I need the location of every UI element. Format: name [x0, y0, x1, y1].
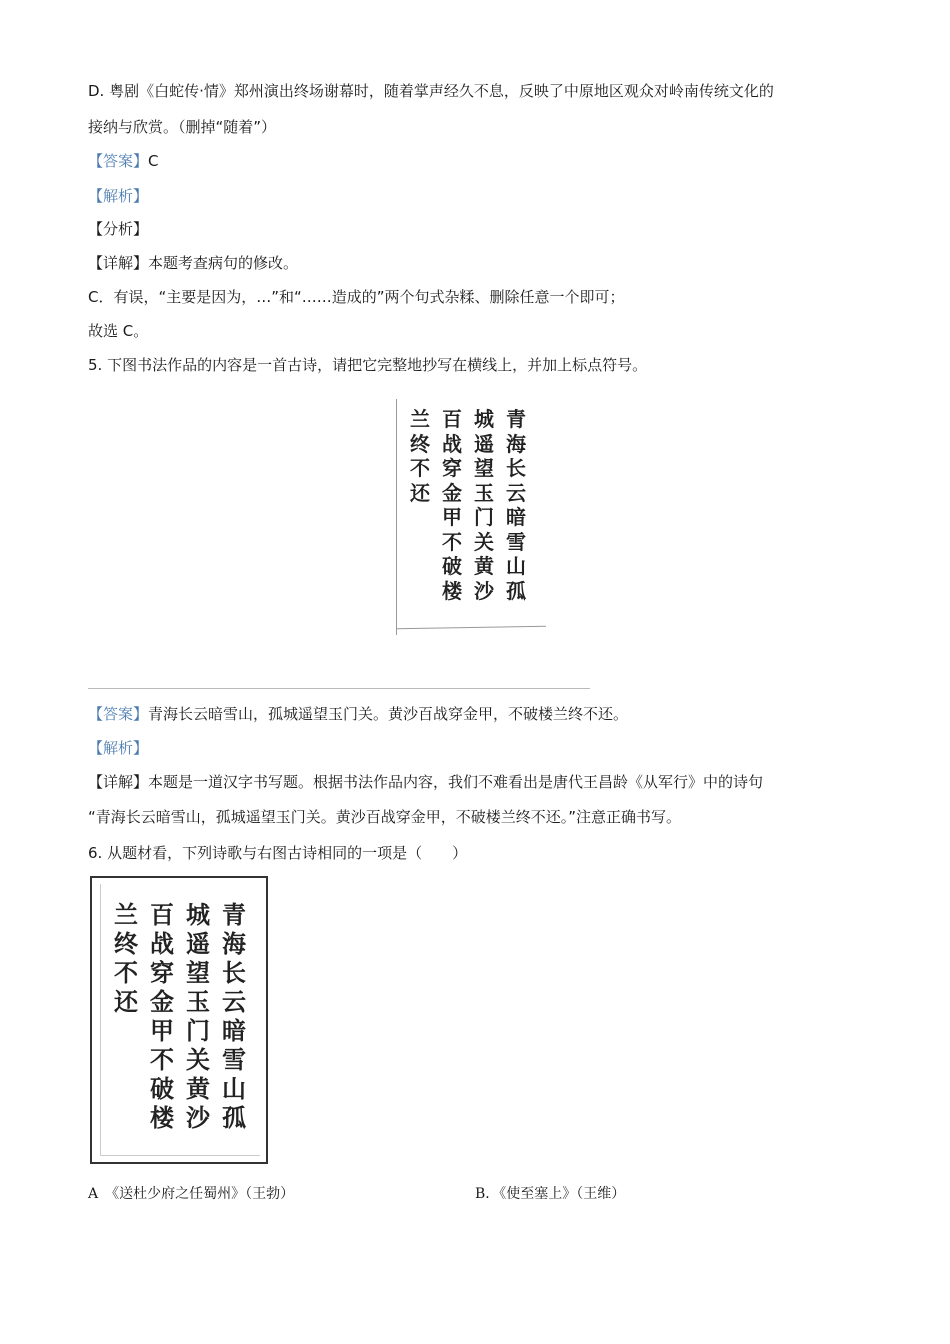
calligraphy-char: 破 — [442, 554, 462, 578]
calligraphy-char: 不 — [442, 529, 462, 554]
answer-value: C — [148, 152, 159, 170]
calligraphy-char: 山 — [506, 554, 526, 578]
answer-text: 青海长云暗雪山，孤城遥望玉门关。黄沙百战穿金甲，不破楼兰终不还。 — [148, 705, 629, 723]
answer-tag: 【答案】 — [88, 152, 149, 170]
calligraphy-char: 终 — [410, 431, 430, 456]
q6-option-b: B．《使至塞上》（王维） — [475, 1186, 626, 1202]
calligraphy-char: 沙 — [186, 1103, 210, 1132]
answer-blank-line — [88, 688, 590, 689]
calligraphy-char: 青 — [506, 407, 526, 431]
q5-col-1 — [506, 407, 526, 603]
calligraphy-char: 望 — [474, 456, 494, 480]
calligraphy-char: 长 — [222, 958, 246, 987]
calligraphy-char: 城 — [474, 407, 494, 431]
q4-conclusion: 故选 C。 — [88, 322, 149, 340]
q4-analysis-tag: 【解析】 — [88, 187, 149, 205]
calligraphy-char: 玉 — [186, 987, 210, 1016]
q6-col-2 — [186, 900, 210, 1132]
calligraphy-char: 甲 — [442, 505, 462, 529]
calligraphy-char: 暗 — [506, 505, 526, 529]
calligraphy-char: 遥 — [474, 431, 494, 456]
q4-answer — [88, 150, 159, 172]
calligraphy-char: 百 — [442, 407, 462, 431]
calligraphy-char: 百 — [150, 900, 174, 929]
q6-col-3 — [150, 900, 174, 1132]
calligraphy-char: 孤 — [222, 1103, 246, 1132]
calligraphy-char: 门 — [186, 1016, 210, 1045]
calligraphy-char: 长 — [506, 456, 526, 480]
q4-fenxi: 【分析】 — [88, 220, 149, 238]
calligraphy-image-q5 — [394, 393, 554, 637]
answer-tag: 【答案】 — [88, 705, 149, 723]
calligraphy-char: 云 — [506, 480, 526, 505]
q6-question: 6. 从题材看，下列诗歌与右图古诗相同的一项是（ ） — [88, 844, 468, 862]
calligraphy-char: 海 — [506, 431, 526, 456]
q6-option-a: A 《送杜少府之任蜀州》（王勃） — [88, 1186, 295, 1202]
calligraphy-char: 战 — [150, 929, 174, 958]
calligraphy-char: 关 — [186, 1045, 210, 1074]
calligraphy-char: 山 — [222, 1074, 246, 1103]
q4-option-d-line2: 接纳与欣赏。（删掉“随着”） — [88, 118, 277, 136]
q5-answer — [88, 703, 628, 725]
calligraphy-char: 金 — [150, 987, 174, 1016]
calligraphy-char: 不 — [410, 456, 430, 480]
calligraphy-char: 雪 — [222, 1045, 246, 1074]
q6-col-4 — [114, 900, 138, 1016]
calligraphy-char: 关 — [474, 529, 494, 554]
calligraphy-char: 终 — [114, 929, 138, 958]
calligraphy-char: 兰 — [114, 900, 138, 929]
calligraphy-char: 黄 — [474, 554, 494, 578]
calligraphy-char: 城 — [186, 900, 210, 929]
calligraphy-char: 门 — [474, 505, 494, 529]
q5-question: 5. 下图书法作品的内容是一首古诗，请把它完整地抄写在横线上，并加上标点符号。 — [88, 356, 648, 374]
q4-detail: 【详解】本题考查病句的修改。 — [88, 254, 299, 272]
calligraphy-char: 玉 — [474, 480, 494, 505]
calligraphy-image-q6 — [90, 876, 268, 1164]
calligraphy-char: 云 — [222, 987, 246, 1016]
calligraphy-char: 穿 — [442, 456, 462, 480]
calligraphy-char: 还 — [114, 987, 138, 1016]
calligraphy-char: 沙 — [474, 578, 494, 603]
calligraphy-char: 金 — [442, 480, 462, 505]
q6-col-1 — [222, 900, 246, 1132]
q5-col-3 — [442, 407, 462, 603]
calligraphy-char: 望 — [186, 958, 210, 987]
q5-col-2 — [474, 407, 494, 603]
q5-col-4 — [410, 407, 430, 505]
calligraphy-char: 雪 — [506, 529, 526, 554]
q4-option-c-explain: C．有误，“主要是因为，…”和“……造成的”两个句式杂糅、删除任意一个即可； — [88, 288, 625, 306]
calligraphy-char: 黄 — [186, 1074, 210, 1103]
calligraphy-char: 遥 — [186, 929, 210, 958]
calligraphy-char: 不 — [114, 958, 138, 987]
calligraphy-char: 楼 — [442, 578, 462, 603]
q4-option-d-line1: D. 粤剧《白蛇传·情》郑州演出终场谢幕时，随着掌声经久不息，反映了中原地区观众对岭南传统文化的 — [88, 82, 774, 100]
calligraphy-char: 甲 — [150, 1016, 174, 1045]
calligraphy-char: 海 — [222, 929, 246, 958]
calligraphy-char: 孤 — [506, 578, 526, 603]
calligraphy-char: 破 — [150, 1074, 174, 1103]
calligraphy-char: 暗 — [222, 1016, 246, 1045]
q5-analysis-tag: 【解析】 — [88, 739, 149, 757]
calligraphy-char: 不 — [150, 1045, 174, 1074]
calligraphy-char: 楼 — [150, 1103, 174, 1132]
q5-detail-line1: 【详解】本题是一道汉字书写题。根据书法作品内容，我们不难看出是唐代王昌龄《从军行》中的诗句 — [88, 773, 764, 791]
q5-detail-line2: “青海长云暗雪山，孤城遥望玉门关。黄沙百战穿金甲，不破楼兰终不还。”注意正确书写。 — [88, 808, 682, 826]
calligraphy-char: 兰 — [410, 407, 430, 431]
calligraphy-char: 还 — [410, 480, 430, 505]
calligraphy-char: 穿 — [150, 958, 174, 987]
calligraphy-char: 青 — [222, 900, 246, 929]
calligraphy-char: 战 — [442, 431, 462, 456]
